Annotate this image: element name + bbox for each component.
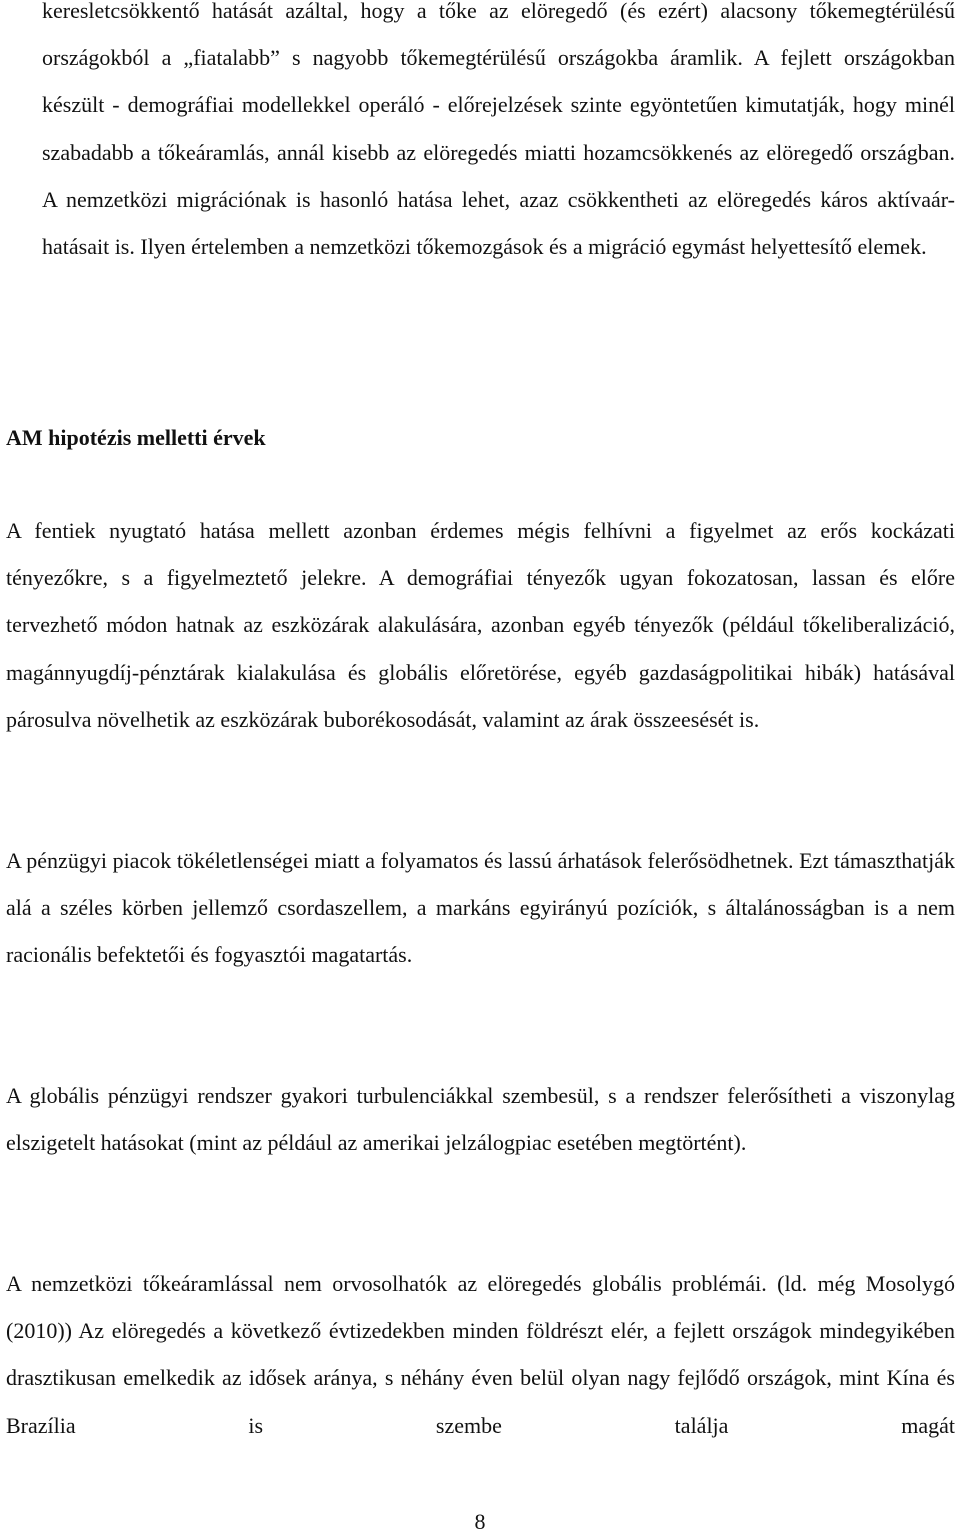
section-heading: AM hipotézis melletti érvek xyxy=(6,425,266,450)
paragraph-continuation: keresletcsökkentő hatását azáltal, hogy a tőke az elöregedő (és ezért) alacsony tőkemegtérülésű országokból a „fiatalabb” s nagyobb tőkemegtérülésű országokba áramlik. A fejlett országokban készült - demográfiai modellekkel operáló - előrejelzések szinte egyöntetűen kimutatják, hogy minél szabadabb a tőkeáramlás, annál kisebb az elöregedés miatti hozamcsökkenés az elöregedő országban. A nemzetközi migrációnak is hasonló hatása lehet, azaz csökkentheti az elöregedés káros aktívaár-hatásait is. Ilyen értelemben a nemzetközi tőkemozgások és a migráció egymást helyettesítő elemek. xyxy=(42,0,955,260)
page-number: 8 xyxy=(474,1509,486,1534)
paragraph-market-imperfections: A pénzügyi piacok tökéletlenségei miatt a folyamatos és lassú árhatások felerősödhetnek. Ezt támaszthatják alá a széles körben jellemző csordaszellem, a markáns egyirányú pozíciók, s általánosságban is a nem racionális befektetői és fogyasztói magatartás. xyxy=(6,848,955,968)
paragraph-financial-turbulence: A globális pénzügyi rendszer gyakori turbulenciákkal szembesül, s a rendszer felerősítheti a viszonylag elszigetelt hatásokat (mint az például az amerikai jelzálogpiac esetében megtörtént). xyxy=(6,1083,955,1156)
paragraph-risk-factors: A fentiek nyugtató hatása mellett azonban érdemes mégis felhívni a figyelmet az erős kockázati tényezőkre, s a figyelmeztető jelekre. A demográfiai tényezők ugyan fokozatosan, lassan és előre tervezhető módon hatnak az eszközárak alakulására, azonban egyéb tényezők (például tőkeliberalizáció, magánnyugdíj-pénztárak kialakulása és globális előretörése, egyéb gazdaságpolitikai hibák) hatásával párosulva növelhetik az eszközárak buborékosodását, valamint az árak összeesését is. xyxy=(6,518,955,732)
paragraph-global-aging: A nemzetközi tőkeáramlással nem orvosolhatók az elöregedés globális problémái. (ld. még Mosolygó (2010)) Az elöregedés a következő évtizedekben minden földrészt elér, a fejlett országok mindegyikében drasztikusan emelkedik az idősek aránya, s néhány éven belül olyan nagy fejlődő országok, mint Kína és Brazília is szembe találja magát xyxy=(6,1271,955,1438)
